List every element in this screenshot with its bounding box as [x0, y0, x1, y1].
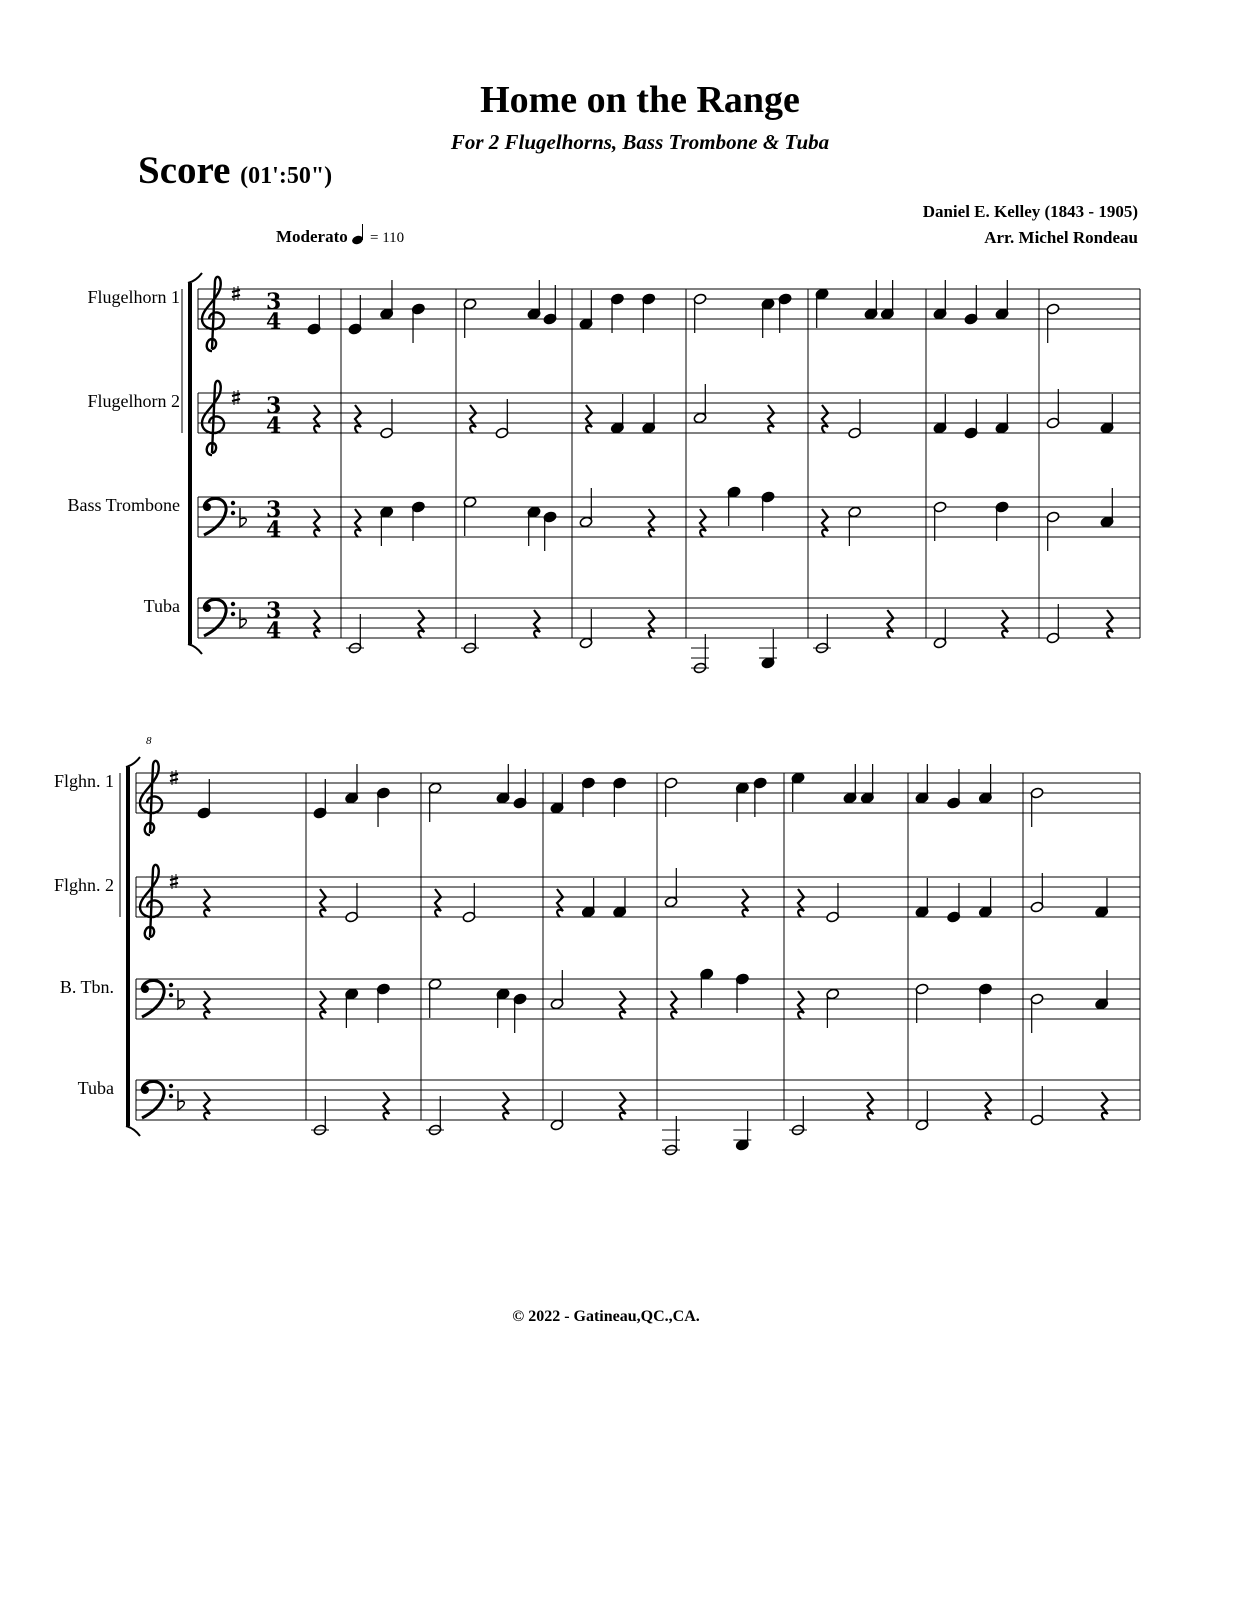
quarter-rest-icon [503, 1092, 509, 1120]
quarter-rest-icon [314, 610, 320, 638]
bass-clef-dot [203, 604, 211, 612]
score-subtitle: For 2 Flugelhorns, Bass Trombone & Tuba [450, 130, 830, 154]
quarter-rest-icon [204, 889, 210, 917]
tempo-text: Moderato [276, 227, 348, 246]
bass-clef-dot [231, 501, 235, 505]
instrument-label-flghn-1: Flghn. 1 [53, 771, 114, 791]
system-bracket-hook [188, 644, 202, 654]
bass-clef-dot [169, 1084, 173, 1088]
sharp-icon [170, 774, 178, 776]
score-label-text: Score [138, 149, 231, 192]
bass-clef-dot [169, 1094, 173, 1098]
quarter-rest-icon [204, 991, 210, 1019]
quarter-rest-icon [649, 509, 655, 537]
bass-clef-dot [231, 612, 235, 616]
bass-clef-dot [141, 985, 149, 993]
measure-number: 8 [146, 735, 152, 747]
quarter-rest-icon [1107, 610, 1113, 638]
sharp-icon [170, 878, 178, 880]
quarter-rest-icon [822, 405, 828, 433]
instrument-label-bass-trombone: Bass Trombone [67, 495, 180, 515]
quarter-rest-icon [768, 405, 774, 433]
score-title: Home on the Range [480, 79, 800, 121]
quarter-rest-icon [798, 991, 804, 1019]
time-signature-top: 3 [266, 598, 282, 624]
bass-clef-dot [169, 993, 173, 997]
quarter-rest-icon [649, 610, 655, 638]
quarter-rest-icon [1102, 1092, 1108, 1120]
system-bracket-hook [188, 273, 202, 283]
quarter-rest-icon [314, 509, 320, 537]
time-signature-top: 3 [266, 497, 282, 523]
time-signature-top: 3 [266, 393, 282, 419]
quarter-rest-icon [1002, 610, 1008, 638]
quarter-rest-icon [557, 889, 563, 917]
time-signature-top: 3 [266, 289, 282, 315]
quarter-rest-icon [700, 509, 706, 537]
instrument-label-flghn-2: Flghn. 2 [53, 875, 114, 895]
quarter-rest-icon [620, 1092, 626, 1120]
bass-clef-dot [203, 503, 211, 511]
arranger-credit: Arr. Michel Rondeau [984, 228, 1138, 247]
treble-clef-icon [202, 277, 224, 351]
quarter-rest-icon [671, 991, 677, 1019]
quarter-rest-icon [204, 1092, 210, 1120]
time-signature-bottom: 4 [266, 618, 282, 644]
quarter-rest-icon [355, 405, 361, 433]
quarter-rest-icon [822, 509, 828, 537]
bass-clef-dot [231, 511, 235, 515]
quarter-rest-icon [470, 405, 476, 433]
bass-clef-dot [231, 602, 235, 606]
instrument-label-tuba: Tuba [143, 596, 180, 616]
quarter-rest-icon [534, 610, 540, 638]
sharp-icon [170, 883, 178, 885]
sharp-icon [170, 779, 178, 781]
quarter-rest-icon [355, 509, 361, 537]
quarter-rest-icon [320, 889, 326, 917]
quarter-rest-icon [798, 889, 804, 917]
bass-clef-dot [141, 1086, 149, 1094]
tempo-value: = 110 [370, 230, 405, 246]
quarter-rest-icon [867, 1092, 873, 1120]
quarter-rest-icon [887, 610, 893, 638]
quarter-rest-icon [985, 1092, 991, 1120]
composer-credit: Daniel E. Kelley (1843 - 1905) [922, 202, 1138, 221]
sharp-icon [232, 290, 240, 292]
system-bracket-hook [126, 757, 140, 767]
quarter-rest-icon [620, 991, 626, 1019]
quarter-rest-icon [320, 991, 326, 1019]
time-signature-bottom: 4 [266, 517, 282, 543]
time-signature-bottom: 4 [266, 309, 282, 335]
quarter-rest-icon [586, 405, 592, 433]
instrument-label-tuba-2: Tuba [77, 1078, 114, 1098]
system-bracket-hook [126, 1126, 140, 1136]
treble-clef-icon [140, 865, 162, 939]
quarter-rest-icon [418, 610, 424, 638]
instrument-label-flugelhorn-1: Flugelhorn 1 [87, 287, 180, 307]
bass-clef-dot [169, 983, 173, 987]
sharp-icon [232, 394, 240, 396]
quarter-rest-icon [742, 889, 748, 917]
time-signature-bottom: 4 [266, 413, 282, 439]
instrument-label-b-tbn: B. Tbn. [59, 977, 114, 997]
sharp-icon [232, 295, 240, 297]
duration-text: (01':50") [240, 163, 333, 189]
quarter-rest-icon [314, 405, 320, 433]
quarter-rest-icon [383, 1092, 389, 1120]
treble-clef-icon [140, 761, 162, 835]
copyright-notice: © 2022 - Gatineau,QC.,CA. [512, 1308, 700, 1325]
sharp-icon [232, 399, 240, 401]
quarter-rest-icon [435, 889, 441, 917]
instrument-label-flugelhorn-2: Flugelhorn 2 [87, 391, 180, 411]
treble-clef-icon [202, 381, 224, 455]
